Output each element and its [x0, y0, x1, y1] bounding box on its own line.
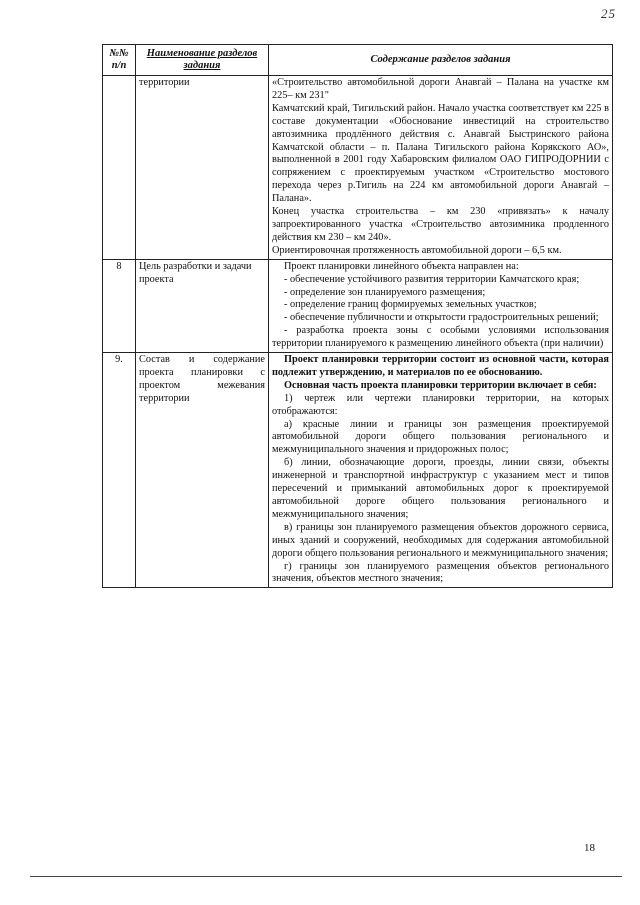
row8-name: Цель разработки и задачи проекта: [136, 259, 269, 352]
row8-num: 8: [103, 259, 136, 352]
row-cont-content: «Строительство автомобильной дороги Анавгай – Палана на участке км 225– км 231" Камчатский край, Тигильский район. Начало участка соответствует км 225 в составе документации «Обоснование инвестиций на строительство автозимника продлённого действия с. Анавгай Быстринского района Камчатской области – п. Палана Тигильского района Корякского АО», выполненной в 2001 году Хабаровским филиалом ОАО ГИПРОДОРНИИ с сопряжением с проектируемым участком «Строительство мостового перехода через р.Тигиль на 224 км автомобильной дороги Анавгай – Палана». Конец участка строительства – км 230 «привязать» к началу запроектированного участка «Строительство автозимника продленного действия км 230 – км 240». Ориентировочная протяженность автомобильной дороги – 6,5 км.: [269, 76, 613, 260]
header-section-name: Наименование разделов задания: [136, 45, 269, 76]
page-number: 18: [584, 842, 595, 854]
table-row-continuation: [103, 76, 613, 260]
task-sections-table: [102, 44, 613, 588]
table-row-8: [103, 259, 613, 352]
row8-content: Проект планировки линейного объекта направлен на: - обеспечение устойчивого развития территории Камчатского края; - определение зон планируемого размещения; - определение границ формируемых земельных участков; - обеспечение публичности и открытости градостроительных решений; - разработка проекта зоны с особыми условиями использования территории планируемого к размещению линейного объекта (при наличии): [269, 259, 613, 352]
row9-num: 9.: [103, 353, 136, 588]
handwritten-page-number: 25: [601, 6, 616, 21]
header-section-content: Содержание разделов задания: [269, 45, 613, 76]
row9-content: Проект планировки территории состоит из основной части, которая подлежит утверждению, и материалов по ее обоснованию. Основная часть проекта планировки территории включает в себя: 1) чертеж или чертежи планировки территории, на которых отображаются: а) красные линии и границы зон размещения проектируемой автомобильной дороги общего пользования регионального и межмуниципального значения и придорожных полос; б) линии, обозначающие дороги, проезды, линии связи, объекты инженерной и транспортной инфраструктур с указанием мест и типов пересечений и примыканий автомобильных дорог к проектируемой автомобильной дороге общего пользования регионального и межмуниципального значения; в) границы зон планируемого размещения объектов дорожного сервиса, иных зданий и сооружений, необходимых для содержания автомобильной дороги общего пользования регионального и межмуниципального значения; г) границы зон планируемого размещения объектов регионального значения, объектов местного значения;: [269, 353, 613, 588]
row-cont-num: [103, 76, 136, 260]
row9-name: Состав и содержание проекта планировки с проектом межевания территории: [136, 353, 269, 588]
table-header-row: [103, 45, 613, 76]
header-num: №№ п/п: [103, 45, 136, 76]
table-row-9: [103, 353, 613, 588]
row-cont-name: территории: [136, 76, 269, 260]
footer-divider: [30, 876, 622, 877]
